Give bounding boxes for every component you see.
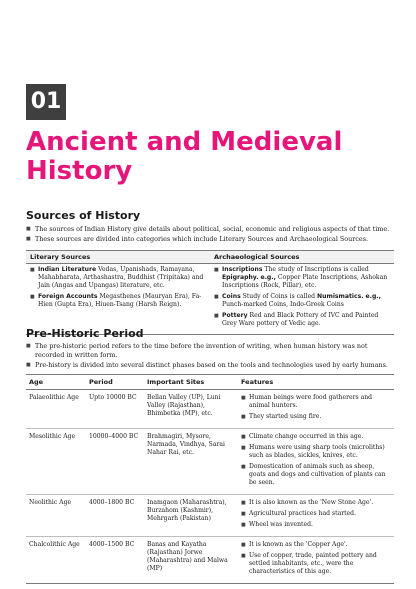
age-cell: Neolithic Age xyxy=(26,495,86,537)
table-row xyxy=(26,429,394,495)
column-header-features: Features xyxy=(238,375,394,390)
prehistoric-heading: Pre-Historic Period xyxy=(26,327,144,340)
table-row xyxy=(26,390,394,429)
age-cell: Mesolithic Age xyxy=(26,429,86,495)
literary-item: ■ Foreign Accounts Megasthenes (Mauryan Era), Fa-Hien (Gupta Era), Hiuen-Tsang (Harsh Reign). xyxy=(30,293,206,309)
archaeological-cell xyxy=(210,264,394,334)
prehistoric-table xyxy=(26,374,394,584)
sources-bullets xyxy=(26,225,394,245)
period-cell: 4000–1800 BC xyxy=(86,495,144,537)
feature-item: ■ It is known as the 'Copper Age'. xyxy=(241,541,391,549)
feature-item: ■ Domestication of animals such as sheep, goats and dogs and cultivation of plants can be seen. xyxy=(241,463,391,487)
column-header-period: Period xyxy=(86,375,144,390)
features-cell xyxy=(238,429,394,495)
sites-cell: Brahmagiri, Mysore, Narmada, Vindhya, Sarai Nahar Rai, etc. xyxy=(144,429,238,495)
literary-header: Literary Sources xyxy=(26,251,210,264)
feature-item: ■ Human beings were food gatherers and animal hunters. xyxy=(241,394,391,410)
age-cell: Chalcolithic Age xyxy=(26,537,86,584)
feature-item: ■ Humans were using sharp tools (microliths) such as blades, sickles, knives, etc. xyxy=(241,444,391,460)
prehistoric-bullets xyxy=(26,342,394,371)
literary-cell xyxy=(26,264,210,334)
feature-item: ■ They started using fire. xyxy=(241,413,391,421)
chapter-number: 01 xyxy=(26,84,66,120)
chapter-title: Ancient and Medieval History xyxy=(26,127,343,186)
features-cell xyxy=(238,495,394,537)
archaeological-item: ■ Pottery Red and Black Pottery of IVC and Painted Grey Ware pottery of Vedic age. xyxy=(214,312,390,328)
sites-cell: Inamgaon (Maharashtra), Burzahom (Kashmir), Mehrgarh (Pakistan) xyxy=(144,495,238,537)
sources-table xyxy=(26,250,394,335)
features-cell xyxy=(238,390,394,429)
sources-bullet: ■ These sources are divided into categories which include Literary Sources and Archaeological Sources. xyxy=(26,235,394,244)
prehistoric-bullet: ■ The pre-historic period refers to the time before the invention of writing, when human history was not recorded in written form. xyxy=(26,342,394,360)
sites-cell: Banas and Kayatha (Rajasthan) Jorwe (Maharashtra) and Malwa (MP) xyxy=(144,537,238,584)
column-header-age: Age xyxy=(26,375,86,390)
archaeological-item: ■ Coins Study of Coins is called Numismatics. e.g., Punch-marked Coins, Indo-Greek Coins xyxy=(214,293,390,309)
feature-item: ■ Wheel was invented. xyxy=(241,521,391,529)
archaeological-header: Archaeological Sources xyxy=(210,251,394,264)
sites-cell: Bellan Valley (UP), Luni Valley (Rajasthan), Bhimbetka (MP), etc. xyxy=(144,390,238,429)
prehistoric-bullet: ■ Pre-history is divided into several distinct phases based on the tools and technologies used by early humans. xyxy=(26,361,394,370)
feature-item: ■ Use of copper, trade, painted pottery and settled inhabitants, etc., were the characteristics of this age. xyxy=(241,552,391,576)
period-cell: 4000–1500 BC xyxy=(86,537,144,584)
feature-item: ■ Climate change occurred in this age. xyxy=(241,433,391,441)
archaeological-item: ■ Inscriptions The study of Inscriptions is called Epigraphy. e.g., Copper Plate Inscriptions, Ashokan Inscriptions (Rock, Pillar), etc. xyxy=(214,266,390,290)
literary-item: ■ Indian Literature Vedas, Upanishads, Ramayana, Mahabharata, Arthashastra, Buddhist (Tripitaka) and Jain (Angas and Upangas) literature, etc. xyxy=(30,266,206,290)
feature-item: ■ It is also known as the 'New Stone Age'. xyxy=(241,499,391,507)
period-cell: Upto 10000 BC xyxy=(86,390,144,429)
column-header-sites: Important Sites xyxy=(144,375,238,390)
features-cell xyxy=(238,537,394,584)
table-row xyxy=(26,537,394,584)
period-cell: 10000–4000 BC xyxy=(86,429,144,495)
feature-item: ■ Agricultural practices had started. xyxy=(241,510,391,518)
sources-bullet: ■ The sources of Indian History give details about political, social, economic and religious aspects of that time. xyxy=(26,225,394,234)
sources-heading: Sources of History xyxy=(26,209,141,222)
age-cell: Palaeolithic Age xyxy=(26,390,86,429)
table-row xyxy=(26,495,394,537)
